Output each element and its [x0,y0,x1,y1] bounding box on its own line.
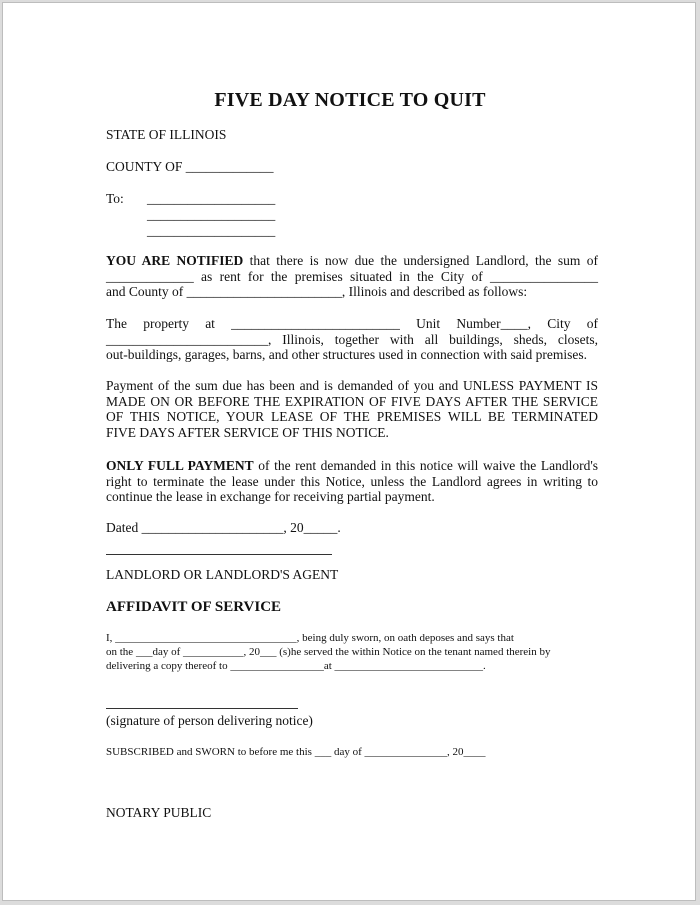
notice-line-1: YOU ARE NOTIFIED that there is now due the undersigned Landlord, the sum of [106,253,598,268]
dated-field: Dated _____________________, 20_____. [106,520,341,535]
to-line-2: ___________________ [147,207,276,222]
notice-paragraph [106,253,598,300]
full-payment-line-3: continue the lease in exchange for receiving partial payment. [106,489,435,504]
affidavit-heading: AFFIDAVIT OF SERVICE [106,599,282,615]
full-payment-line-1: ONLY FULL PAYMENT of the rent demanded in this notice will waive the Landlord's [106,458,599,473]
affidavit-line-1: I, _________________________________, being duly sworn, on oath deposes and says that [106,632,514,644]
payment-paragraph [106,378,598,440]
to-line-3: ___________________ [147,223,276,238]
payment-line-2: MADE ON OR BEFORE THE EXPIRATION OF FIVE DAYS AFTER THE SERVICE [106,393,598,409]
payment-line-3: OF THIS NOTICE, YOUR LEASE OF THE PREMISES WILL BE TERMINATED [106,409,598,424]
landlord-agent-label: LANDLORD OR LANDLORD'S AGENT [106,567,339,582]
payment-line-4: FIVE DAYS AFTER SERVICE OF THIS NOTICE. [106,424,389,440]
notice-lead: YOU ARE NOTIFIED [106,253,244,268]
full-payment-line-2: right to terminate the lease under this Notice, unless the Landlord agrees in writing to [106,473,598,489]
payment-line-1: Payment of the sum due has been and is demanded of you and UNLESS PAYMENT IS [106,378,598,393]
state-label: STATE OF ILLINOIS [106,127,227,142]
full-payment-lead: ONLY FULL PAYMENT [106,458,254,473]
affidavit-line-3: delivering a copy thereof to _________________at ___________________________. [106,660,486,672]
notice-line-3: and County of _______________________, Illinois and described as follows: [106,284,528,299]
property-line-1: The property at _________________________ Unit Number____, City of [106,316,598,331]
property-line-2: ________________________, Illinois, together with all buildings, sheds, closets, [106,331,598,347]
to-line-1: ___________________ [147,191,276,206]
full-payment-paragraph [106,458,598,505]
county-field: COUNTY OF _____________ [106,159,274,174]
notary-public-label: NOTARY PUBLIC [106,805,212,820]
landlord-signature-line [106,554,332,555]
affidavit-line-2: on the ___day of ___________, 20___ (s)he served the within Notice on the tenant named therein by [106,646,551,658]
property-paragraph [106,316,598,363]
document-title: FIVE DAY NOTICE TO QUIT [214,89,486,111]
signature-label: (signature of person delivering notice) [106,713,313,728]
to-label: To: [106,191,124,206]
sworn-statement: SUBSCRIBED and SWORN to before me this ___ day of _______________, 20____ [106,746,486,758]
property-line-3: out-buildings, garages, barns, and other structures used in connection with said premises. [106,347,588,362]
notice-line-2: _____________ as rent for the premises situated in the City of ________________ [106,268,598,284]
document-page [2,2,696,901]
delivery-signature-line [106,708,298,709]
